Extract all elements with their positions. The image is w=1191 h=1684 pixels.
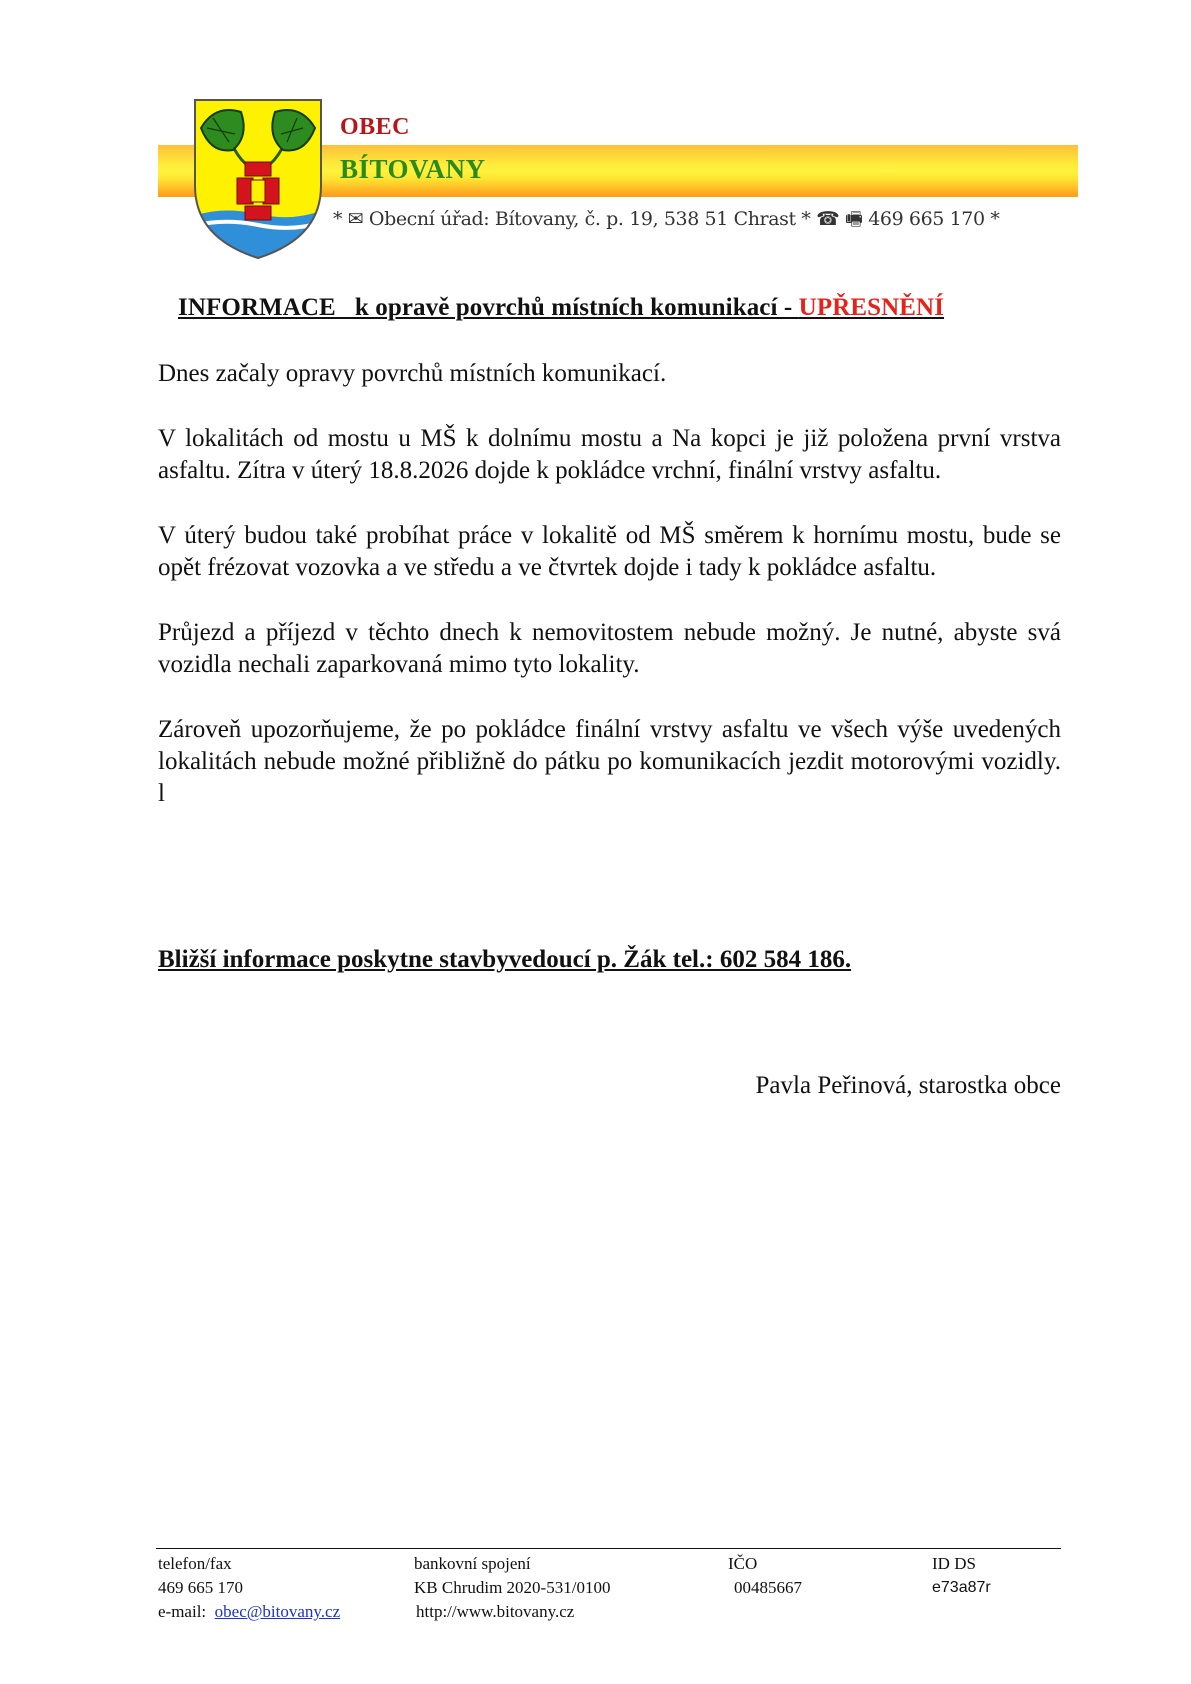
paragraph-4: Průjezd a příjezd v těchto dnech k nemovitostem nebude možný. Je nutné, abyste svá vozidla nechali zaparkovaná mimo tyto lokality. (158, 619, 1061, 678)
title-main: INFORMACE k opravě povrchů místních komunikací - (178, 294, 799, 321)
footer-divider (156, 1548, 1061, 1549)
footer-bank-value: KB Chrudim 2020-531/0100 (414, 1578, 611, 1597)
footer-bank-column (414, 1552, 610, 1624)
footer-phone-column (158, 1552, 340, 1624)
footer-email-link[interactable]: obec@bitovany.cz (214, 1602, 341, 1621)
signature: Pavla Peřinová, starostka obce (755, 1072, 1061, 1099)
footer-email (158, 1600, 340, 1624)
footer-phone-label: telefon/fax (158, 1554, 232, 1573)
coat-of-arms-logo (193, 98, 323, 260)
footer-ids-column (932, 1552, 991, 1600)
paragraph-3: V úterý budou také probíhat práce v lokalitě od MŠ směrem k hornímu mostu, bude se opět frézovat vozovka a ve středu a ve čtvrtek dojde i tady k pokládce asfaltu. (158, 522, 1061, 581)
footer-ids-value: e73a87r (932, 1579, 991, 1596)
footer-email-label: e-mail: (158, 1602, 207, 1621)
footer-ico-value: 00485667 (734, 1578, 802, 1597)
document-body (158, 358, 1061, 843)
header-obec: OBEC (340, 114, 411, 140)
contact-info: Bližší informace poskytne stavbyvedoucí p. Žák tel.: 602 584 186. (158, 946, 852, 973)
footer-bank-label: bankovní spojení (414, 1554, 531, 1573)
paragraph-2: V lokalitách od mostu u MŠ k dolnímu mostu a Na kopci je již položena první vrstva asfaltu. Zítra v úterý 18.8.2026 dojde k pokládce vrchní, finální vrstvy asfaltu. (158, 425, 1061, 484)
paragraph-5: Zároveň upozorňujeme, že po pokládce finální vrstvy asfaltu ve všech výše uvedených lokalitách nebude možné přibližně do pátku po komunikacích jezdit motorovými vozidly. l (158, 716, 1061, 807)
footer-phone-value: 469 665 170 (158, 1578, 243, 1597)
document-title (178, 294, 944, 322)
title-highlight: UPŘESNĚNÍ (798, 294, 945, 321)
header-address: * ✉ Obecní úřad: Bítovany, č. p. 19, 538 51 Chrast * ☎ 🖷 469 665 170 * (333, 208, 1000, 230)
footer-web-link[interactable]: http://www.bitovany.cz (416, 1602, 575, 1621)
letterhead (158, 98, 1078, 258)
header-town-name: BÍTOVANY (340, 154, 486, 184)
footer-ids-label: ID DS (932, 1554, 976, 1573)
footer-ico-label: IČO (728, 1554, 758, 1573)
paragraph-1: Dnes začaly opravy povrchů místních komunikací. (158, 360, 667, 387)
footer-ico-column (728, 1552, 802, 1600)
